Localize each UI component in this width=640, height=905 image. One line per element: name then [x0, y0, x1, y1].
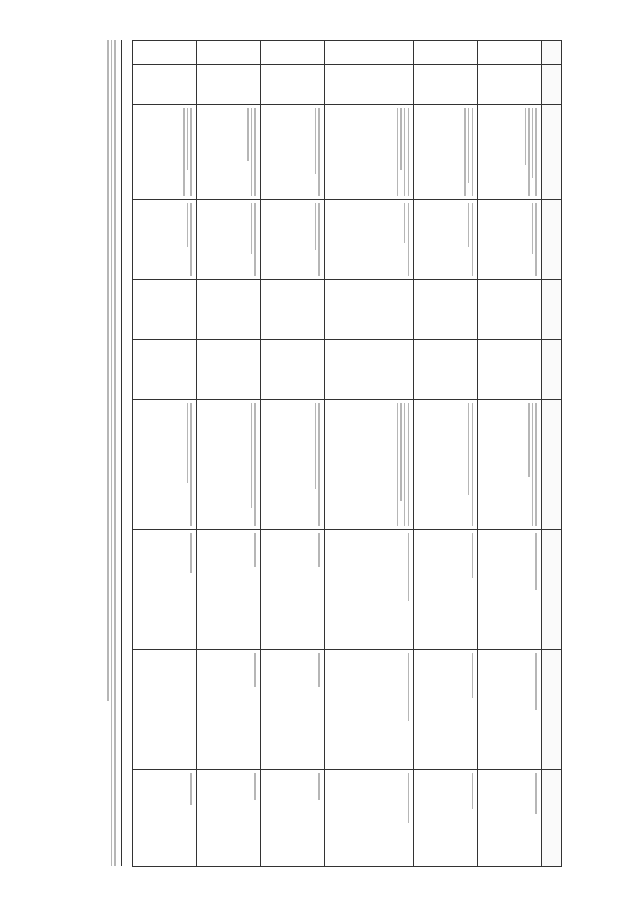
text-cell: [414, 200, 478, 280]
table-row: [133, 41, 197, 867]
text-cell: [133, 400, 197, 530]
value-cell: [261, 340, 325, 400]
text-cell: [197, 400, 261, 530]
text-cell: [261, 400, 325, 530]
text-cell: [197, 105, 261, 200]
text-cell: [414, 400, 478, 530]
table-row: [478, 41, 542, 867]
text-cell: [133, 105, 197, 200]
value-cell: [324, 340, 413, 400]
value-cell: [261, 650, 325, 770]
value-cell: [197, 770, 261, 867]
value-cell: [478, 280, 542, 340]
row-number-cell: [197, 41, 261, 65]
value-cell: [133, 770, 197, 867]
row-number-cell: [261, 41, 325, 65]
table-row: [197, 41, 261, 867]
value-cell: [133, 280, 197, 340]
value-cell: [478, 530, 542, 650]
code-cell: [133, 65, 197, 105]
value-cell: [133, 340, 197, 400]
document-page: [60, 40, 562, 866]
text-cell: [197, 200, 261, 280]
value-cell: [261, 530, 325, 650]
header-cell: [542, 200, 562, 280]
header-cell: [542, 530, 562, 650]
header-cell: [542, 400, 562, 530]
text-cell: [261, 200, 325, 280]
value-cell: [197, 650, 261, 770]
value-cell: [324, 650, 413, 770]
value-cell: [197, 530, 261, 650]
value-cell: [197, 340, 261, 400]
table-header-row: [542, 41, 562, 867]
value-cell: [414, 340, 478, 400]
text-cell: [478, 200, 542, 280]
table-row: [261, 41, 325, 867]
footnote: [88, 40, 122, 866]
header-cell: [542, 770, 562, 867]
text-cell: [414, 105, 478, 200]
text-cell: [133, 200, 197, 280]
value-cell: [414, 770, 478, 867]
value-cell: [324, 770, 413, 867]
code-cell: [324, 65, 413, 105]
table-row: [324, 41, 413, 867]
code-cell: [414, 65, 478, 105]
value-cell: [197, 280, 261, 340]
header-cell: [542, 650, 562, 770]
text-cell: [261, 105, 325, 200]
code-cell: [261, 65, 325, 105]
header-cell: [542, 105, 562, 200]
value-cell: [414, 650, 478, 770]
text-cell: [324, 200, 413, 280]
value-cell: [478, 650, 542, 770]
code-cell: [478, 65, 542, 105]
value-cell: [261, 280, 325, 340]
value-cell: [133, 650, 197, 770]
header-cell: [542, 65, 562, 105]
header-cell: [542, 41, 562, 65]
table-row: [414, 41, 478, 867]
row-number-cell: [324, 41, 413, 65]
header-cell: [542, 280, 562, 340]
document-table: [132, 40, 562, 867]
value-cell: [414, 530, 478, 650]
value-cell: [478, 340, 542, 400]
row-number-cell: [478, 41, 542, 65]
row-number-cell: [133, 41, 197, 65]
value-cell: [261, 770, 325, 867]
text-cell: [478, 105, 542, 200]
rotated-content: [60, 40, 562, 866]
text-cell: [324, 400, 413, 530]
code-cell: [197, 65, 261, 105]
header-cell: [542, 340, 562, 400]
value-cell: [324, 530, 413, 650]
value-cell: [414, 280, 478, 340]
value-cell: [324, 280, 413, 340]
value-cell: [478, 770, 542, 867]
row-number-cell: [414, 41, 478, 65]
value-cell: [133, 530, 197, 650]
text-cell: [324, 105, 413, 200]
text-cell: [478, 400, 542, 530]
